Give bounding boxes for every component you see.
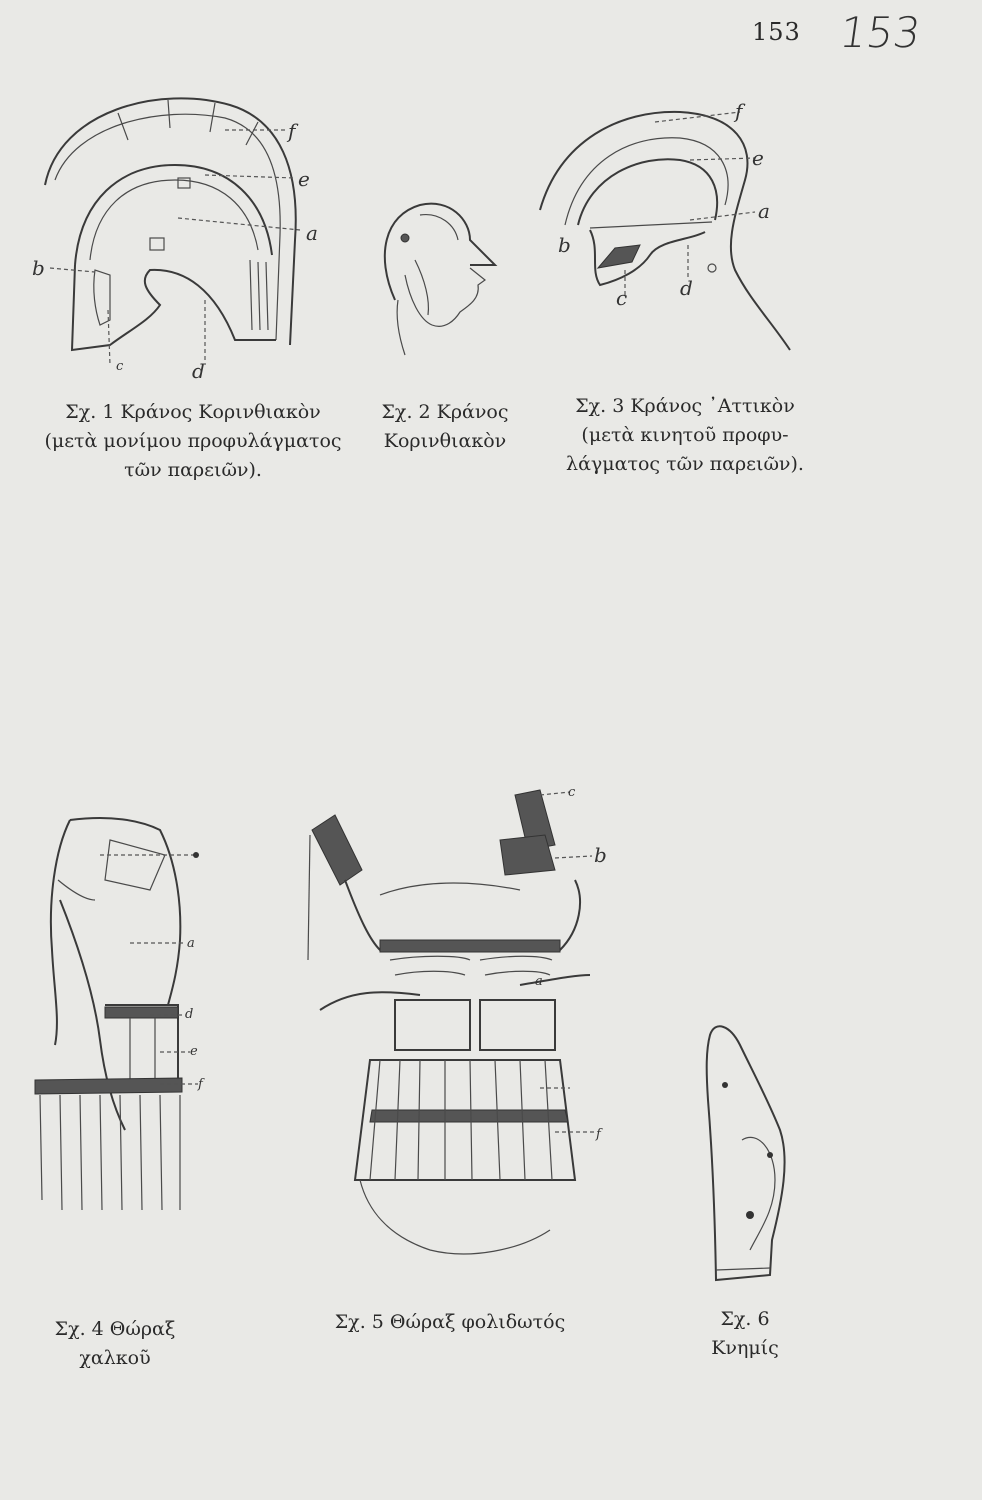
caption-fig4 xyxy=(20,1315,210,1373)
figure-2-helmeted-head xyxy=(385,204,495,355)
page-number: 153 xyxy=(752,18,801,46)
caption-fig2 xyxy=(365,398,525,456)
label-b: b xyxy=(558,233,571,257)
figure-4-bronze-cuirass xyxy=(35,818,205,1210)
label-e: e xyxy=(190,1044,198,1059)
caption-line: Σχ. 5 Θώραξ φολιδωτός xyxy=(334,1311,566,1333)
label-e: e xyxy=(298,167,310,191)
caption-fig6 xyxy=(680,1305,810,1363)
label-e: e xyxy=(752,146,764,170)
label-d: d xyxy=(680,276,693,300)
figure-6-greave xyxy=(707,1026,785,1280)
figure-5-scale-cuirass xyxy=(308,785,607,1254)
caption-line: λάγματος τῶν παρειῶν). xyxy=(566,453,804,475)
caption-line: Κορινθιακὸν xyxy=(383,430,507,452)
label-a: a xyxy=(187,936,195,951)
label-c: c xyxy=(616,286,628,310)
caption-fig5 xyxy=(300,1308,600,1337)
caption-line: (μετὰ κινητοῦ προφυ- xyxy=(581,424,789,446)
label-c: c xyxy=(568,785,576,800)
label-d: d xyxy=(185,1007,194,1022)
caption-line: Σχ. 2 Κράνος xyxy=(381,401,509,423)
label-d: d xyxy=(192,359,205,383)
label-a: a xyxy=(535,974,543,989)
caption-line: τῶν παρειῶν). xyxy=(124,459,262,481)
label-f: f xyxy=(288,119,296,143)
label-a: a xyxy=(306,221,318,245)
label-f: f xyxy=(596,1127,601,1142)
caption-line: Σχ. 3 Κράνος ᾿Αττικὸν xyxy=(575,395,795,417)
label-b: b xyxy=(32,256,45,280)
caption-line: χαλκοῦ xyxy=(79,1347,151,1369)
label-f: f xyxy=(198,1077,203,1092)
caption-line: Σχ. 4 Θώραξ xyxy=(54,1318,176,1340)
figure-3-attic-helmet xyxy=(540,99,790,350)
caption-line: (μετὰ μονίμου προφυλάγματος xyxy=(44,430,342,452)
figure-1-corinthian-helmet xyxy=(32,98,318,383)
caption-line: Κνημίς xyxy=(711,1337,779,1359)
label-c: c xyxy=(116,359,124,374)
caption-line: Σχ. 6 xyxy=(720,1308,770,1330)
caption-fig1 xyxy=(28,398,358,485)
caption-line: Σχ. 1 Κράνος Κορινθιακὸν xyxy=(65,401,321,423)
label-b: b xyxy=(594,843,607,867)
label-a: a xyxy=(758,199,770,223)
handwritten-page-number: 153 xyxy=(836,8,924,57)
label-f: f xyxy=(735,99,743,123)
caption-fig3 xyxy=(540,392,830,479)
